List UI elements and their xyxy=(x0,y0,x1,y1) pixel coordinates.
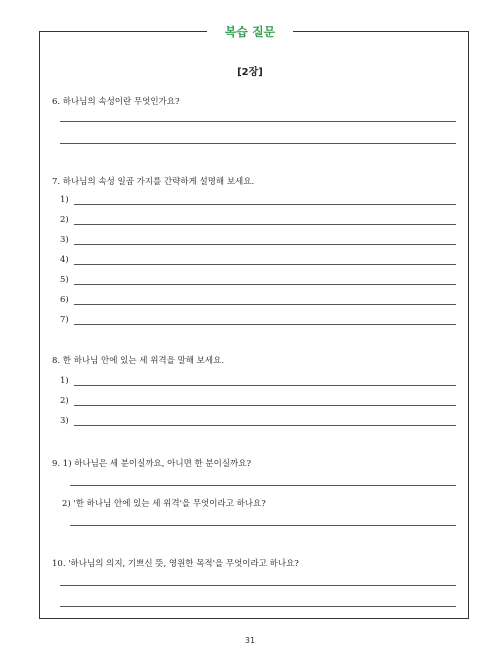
item-number: 3) xyxy=(60,416,69,426)
answer-line[interactable] xyxy=(74,224,456,225)
item-number: 4) xyxy=(60,255,69,265)
question-8: 8. 한 하나님 안에 있는 세 위격을 말해 보세요. xyxy=(52,356,225,366)
answer-line[interactable] xyxy=(60,606,456,607)
item-number: 1) xyxy=(60,195,69,205)
answer-line[interactable] xyxy=(74,284,456,285)
item-number: 1) xyxy=(60,376,69,386)
header-title xyxy=(0,21,500,41)
item-number: 6) xyxy=(60,295,69,305)
page-frame xyxy=(39,31,469,619)
item-number: 3) xyxy=(60,235,69,245)
answer-line[interactable] xyxy=(74,304,456,305)
question-10: 10. '하나님의 의지, 기쁘신 뜻, 영원한 목적'을 무엇이라고 하나요? xyxy=(52,559,299,569)
chapter-label: [2장] xyxy=(237,67,263,78)
answer-line[interactable] xyxy=(74,264,456,265)
question-7: 7. 하나님의 속성 일곱 가지를 간략하게 설명해 보세요. xyxy=(52,177,255,187)
item-number: 2) xyxy=(60,396,69,406)
item-number: 2) xyxy=(60,215,69,225)
answer-line[interactable] xyxy=(74,244,456,245)
answer-line[interactable] xyxy=(70,525,456,526)
answer-line[interactable] xyxy=(74,204,456,205)
answer-line[interactable] xyxy=(74,405,456,406)
page-number: 31 xyxy=(244,636,256,645)
answer-line[interactable] xyxy=(60,585,456,586)
answer-line[interactable] xyxy=(60,143,456,144)
item-number: 7) xyxy=(60,315,69,325)
question-9-2: 2) '한 하나님 안에 있는 세 위격'을 무엇이라고 하나요? xyxy=(62,499,266,509)
answer-line[interactable] xyxy=(70,485,456,486)
header-title-text: 복습 질문 xyxy=(207,23,294,41)
question-6: 6. 하나님의 속성이란 무엇인가요? xyxy=(52,97,180,107)
answer-line[interactable] xyxy=(60,121,456,122)
answer-line[interactable] xyxy=(74,324,456,325)
item-number: 5) xyxy=(60,275,69,285)
answer-line[interactable] xyxy=(74,425,456,426)
answer-line[interactable] xyxy=(74,385,456,386)
question-9-1: 9. 1) 하나님은 세 분이실까요, 아니면 한 분이실까요? xyxy=(52,459,252,469)
